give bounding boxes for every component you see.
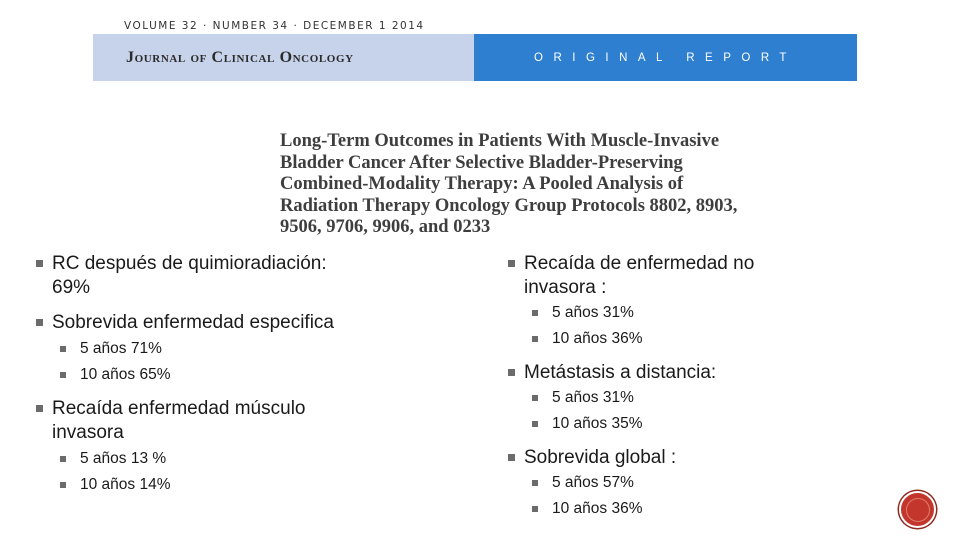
- report-label: ORIGINAL REPORT: [534, 51, 797, 64]
- sub-bullet-text: 10 años 14%: [80, 476, 171, 493]
- square-bullet-icon: [532, 421, 538, 427]
- square-bullet-icon: [36, 405, 43, 412]
- square-bullet-icon: [532, 395, 538, 401]
- sub-bullet: [36, 336, 456, 362]
- seal-ring: [906, 498, 930, 522]
- bullet-text: 69%: [52, 277, 91, 298]
- square-bullet-icon: [532, 480, 538, 486]
- sub-bullet: [508, 411, 928, 437]
- sub-bullet: [508, 300, 928, 326]
- bullet-metastasis: [508, 361, 928, 385]
- bullet-text: invasora :: [524, 277, 607, 298]
- bullet-text: Recaída de enfermedad no: [524, 253, 755, 274]
- sub-bullet-text: 10 años 36%: [552, 500, 643, 517]
- title-line: Combined-Modality Therapy: A Pooled Analysis of: [280, 174, 684, 194]
- sub-bullet: [36, 362, 456, 388]
- bullet-sobrevida: [36, 311, 456, 335]
- bullet-recaida-no-invasora: [508, 252, 928, 300]
- bullet-recaida-musculo: [36, 397, 456, 445]
- square-bullet-icon: [36, 319, 43, 326]
- title-line: Radiation Therapy Oncology Group Protocols 8802, 8903,: [280, 195, 738, 216]
- title-line: 9506, 9706, 9906, and 0233: [280, 217, 491, 237]
- sub-bullet: [508, 496, 928, 522]
- journal-name-band: [93, 34, 474, 81]
- square-bullet-icon: [508, 260, 515, 267]
- bullet-text: RC después de quimioradiación:: [52, 253, 327, 274]
- bullet-sobrevida-global: [508, 446, 928, 470]
- bullet-text: invasora: [52, 422, 124, 443]
- sub-bullet: [508, 326, 928, 352]
- sub-bullet-text: 10 años 65%: [80, 366, 171, 383]
- square-bullet-icon: [532, 336, 538, 342]
- sub-bullet: [508, 470, 928, 496]
- volume-line: VOLUME 32 · NUMBER 34 · DECEMBER 1 2014: [124, 20, 425, 32]
- square-bullet-icon: [508, 454, 515, 461]
- sub-bullet-text: 5 años 57%: [552, 474, 634, 491]
- title-line: Long-Term Outcomes in Patients With Muscle-Invasive: [280, 131, 720, 151]
- article-title: [280, 131, 850, 239]
- title-line: Bladder Cancer After Selective Bladder-Preserving: [280, 152, 683, 173]
- bullet-text: Sobrevida enfermedad especifica: [52, 312, 335, 333]
- sub-bullet-text: 5 años 71%: [80, 340, 162, 357]
- square-bullet-icon: [508, 369, 515, 376]
- bullet-text: Sobrevida global :: [524, 447, 677, 468]
- journal-name: Journal of Clinical Oncology: [126, 48, 354, 66]
- square-bullet-icon: [60, 456, 66, 462]
- left-column: [36, 252, 456, 498]
- report-type-band: [474, 34, 857, 81]
- square-bullet-icon: [36, 260, 43, 267]
- bullet-text: Recaída enfermedad músculo: [52, 398, 306, 419]
- square-bullet-icon: [532, 310, 538, 316]
- square-bullet-icon: [532, 506, 538, 512]
- sub-bullet-text: 10 años 36%: [552, 330, 643, 347]
- right-column: [508, 252, 928, 522]
- sub-bullet: [508, 385, 928, 411]
- sub-bullet-text: 5 años 31%: [552, 304, 634, 321]
- square-bullet-icon: [60, 482, 66, 488]
- bullet-rc: [36, 252, 456, 300]
- sub-bullet-text: 5 años 13 %: [80, 450, 167, 467]
- red-seal-icon: [899, 491, 936, 528]
- sub-bullet-text: 10 años 35%: [552, 415, 643, 432]
- sub-bullet: [36, 472, 456, 498]
- bullet-text: Metástasis a distancia:: [524, 362, 717, 383]
- sub-bullet: [36, 446, 456, 472]
- square-bullet-icon: [60, 372, 66, 378]
- square-bullet-icon: [60, 346, 66, 352]
- sub-bullet-text: 5 años 31%: [552, 389, 634, 406]
- journal-banner: [93, 34, 857, 81]
